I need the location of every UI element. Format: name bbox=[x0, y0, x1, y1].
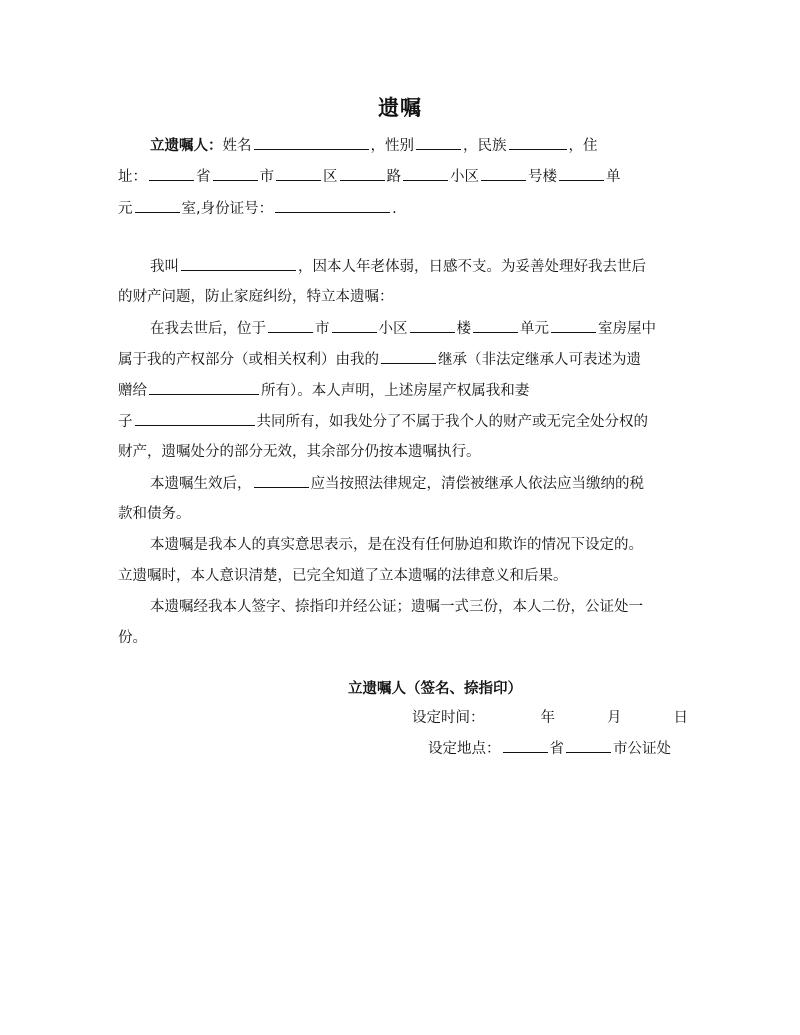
paragraph-5-line-1 bbox=[150, 597, 690, 617]
p2-room-label: 室房屋中 bbox=[598, 321, 656, 337]
period: . bbox=[392, 201, 397, 217]
property-city-field[interactable] bbox=[268, 318, 313, 333]
bequest-recipient-field[interactable] bbox=[149, 380, 259, 395]
paragraph-2-line-4 bbox=[118, 411, 688, 431]
p5-text-a: 本遗嘱经我本人签字、捺指印并经公证；遗嘱一式三份，本人二份，公证处一 bbox=[150, 599, 643, 615]
unit-lead-label: 单 bbox=[606, 169, 621, 185]
date-line bbox=[412, 708, 688, 728]
day-label: 日 bbox=[673, 710, 688, 726]
community-label: 小区 bbox=[450, 169, 479, 185]
address-label: ，住 bbox=[568, 138, 598, 154]
p3-text-b: 应当按照法律规定，清偿被继承人依法应当缴纳的税 bbox=[310, 476, 644, 492]
paragraph-1-line-2 bbox=[118, 287, 688, 307]
name-field[interactable] bbox=[254, 135, 369, 150]
room-field[interactable] bbox=[135, 198, 180, 213]
ethnic-field[interactable] bbox=[509, 135, 567, 150]
id-line bbox=[118, 198, 688, 218]
p3-text-a: 本遗嘱生效后， bbox=[150, 476, 252, 492]
paragraph-3-line-1 bbox=[150, 473, 690, 493]
address-lead: 址： bbox=[118, 169, 147, 185]
p2-building-label: 楼 bbox=[456, 321, 471, 337]
testator-label: 立遗嘱人： bbox=[150, 138, 223, 154]
unit-tail-label: 元 bbox=[118, 201, 133, 217]
name-label: 姓名 bbox=[222, 138, 252, 154]
p2-text-h: 财产，遗嘱处分的部分无效，其余部分仍按本遗嘱执行。 bbox=[118, 444, 481, 460]
heir-field[interactable] bbox=[381, 349, 436, 364]
gender-label: ，性别 bbox=[370, 138, 414, 154]
ethnic-label: ，民族 bbox=[463, 138, 507, 154]
paragraph-3-line-2 bbox=[118, 504, 688, 524]
p4-text-b: 立遗嘱时，本人意识清楚，已完全知道了立本遗嘱的法律意义和后果。 bbox=[118, 568, 568, 584]
signature-label: 立遗嘱人（签名、捺指印） bbox=[348, 681, 522, 697]
paragraph-2-line-5 bbox=[118, 442, 688, 462]
province-label: 省 bbox=[196, 169, 211, 185]
city-label: 市 bbox=[259, 169, 274, 185]
district-field[interactable] bbox=[276, 166, 321, 181]
p2-text-c: 继承（非法定继承人可表述为遗 bbox=[438, 352, 641, 368]
road-label: 路 bbox=[386, 169, 401, 185]
place-province-field[interactable] bbox=[503, 738, 548, 753]
paragraph-2-line-1 bbox=[150, 318, 690, 338]
building-label: 号楼 bbox=[528, 169, 557, 185]
p5-text-b: 份。 bbox=[118, 630, 147, 646]
p2-text-a: 在我去世后，位于 bbox=[150, 321, 266, 337]
address-line bbox=[118, 166, 688, 186]
place-notary-label: 市公证处 bbox=[613, 741, 671, 757]
p2-text-d: 赠给 bbox=[118, 383, 147, 399]
p3-text-c: 款和债务。 bbox=[118, 506, 191, 522]
province-field[interactable] bbox=[149, 166, 194, 181]
paragraph-1-line-1 bbox=[150, 256, 690, 276]
property-unit-field[interactable] bbox=[473, 318, 518, 333]
road-field[interactable] bbox=[340, 166, 385, 181]
p2-text-f: 子 bbox=[118, 414, 133, 430]
p2-text-g: 共同所有，如我处分了不属于我个人的财产或无完全处分权的 bbox=[256, 414, 648, 430]
p2-community-label: 小区 bbox=[378, 321, 408, 337]
self-name-field[interactable] bbox=[181, 256, 296, 271]
room-id-label: 室,身份证号： bbox=[181, 201, 274, 217]
p1-text-b: ，因本人年老体弱，日感不支。为妥善处理好我去世后 bbox=[298, 259, 646, 275]
community-field[interactable] bbox=[403, 166, 448, 181]
p1-text-c: 的财产问题，防止家庭纠纷，特立本遗嘱： bbox=[118, 289, 394, 305]
city-field[interactable] bbox=[213, 166, 258, 181]
p4-text-a: 本遗嘱是我本人的真实意思表示，是在没有任何胁迫和欺诈的情况下设定的。 bbox=[150, 537, 643, 553]
paragraph-4-line-2 bbox=[118, 566, 688, 586]
unit-field[interactable] bbox=[559, 166, 604, 181]
testator-line bbox=[150, 135, 690, 155]
paragraph-4-line-1 bbox=[150, 535, 690, 555]
page-title: 遗嘱 bbox=[378, 96, 422, 120]
district-label: 区 bbox=[323, 169, 338, 185]
place-label: 设定地点： bbox=[428, 741, 501, 757]
paragraph-5-line-2 bbox=[118, 628, 688, 648]
place-province-label: 省 bbox=[549, 741, 564, 757]
spouse-name-field[interactable] bbox=[135, 411, 255, 426]
property-community-field[interactable] bbox=[332, 318, 377, 333]
property-building-field[interactable] bbox=[410, 318, 455, 333]
date-label: 设定时间： bbox=[412, 710, 485, 726]
month-label: 月 bbox=[607, 710, 622, 726]
p2-text-b: 属于我的产权部分（或相关权利）由我的 bbox=[118, 352, 379, 368]
place-line bbox=[428, 738, 671, 759]
building-field[interactable] bbox=[481, 166, 526, 181]
property-room-field[interactable] bbox=[551, 318, 596, 333]
paragraph-2-line-2 bbox=[118, 349, 688, 369]
id-number-field[interactable] bbox=[275, 198, 390, 213]
year-label: 年 bbox=[540, 710, 555, 726]
p2-unit-label: 单元 bbox=[520, 321, 549, 337]
place-city-field[interactable] bbox=[566, 738, 611, 753]
obligor-field[interactable] bbox=[254, 473, 309, 488]
paragraph-2-line-3 bbox=[118, 380, 688, 400]
gender-field[interactable] bbox=[416, 135, 461, 150]
p2-city-label: 市 bbox=[315, 321, 330, 337]
p1-text-a: 我叫 bbox=[150, 259, 179, 275]
p2-text-e: 所有）。本人声明，上述房屋产权属我和妻 bbox=[261, 383, 530, 399]
